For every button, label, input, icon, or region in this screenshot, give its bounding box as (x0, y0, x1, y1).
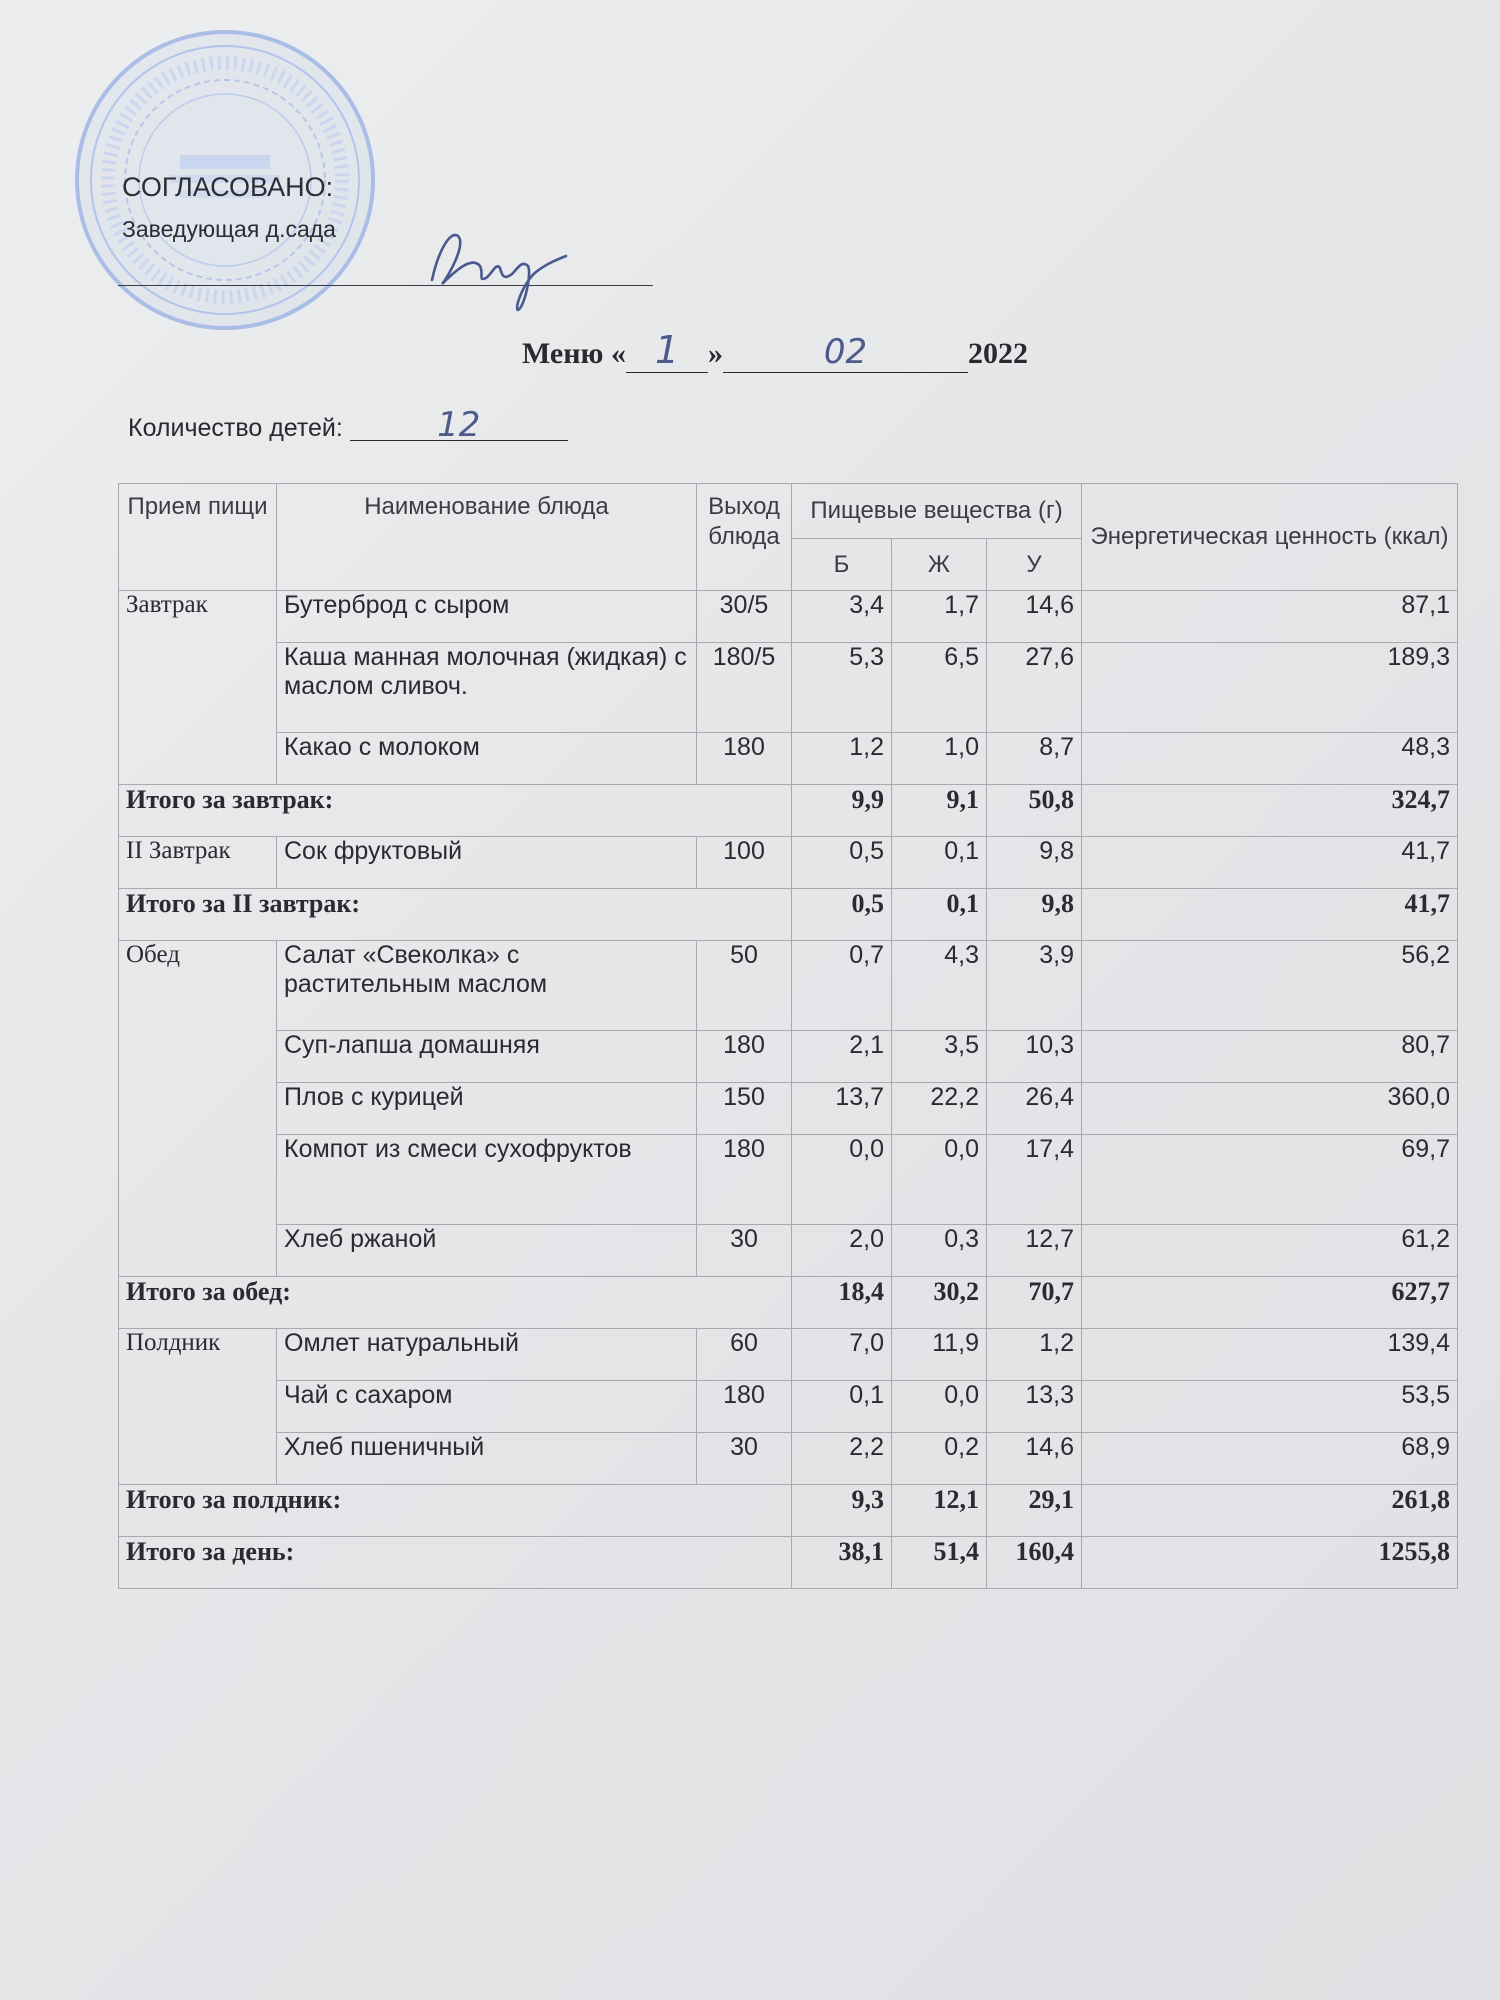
table-row (119, 591, 1458, 643)
dish-fat: 0,0 (892, 1381, 987, 1433)
menu-table (118, 483, 1458, 1589)
total-carbs: 70,7 (987, 1277, 1082, 1329)
dish-name: Плов с курицей (277, 1083, 697, 1135)
table-row (119, 1135, 1458, 1225)
dish-name: Хлеб пшеничный (277, 1433, 697, 1485)
dish-output: 180 (697, 733, 792, 785)
dish-name: Омлет натуральный (277, 1329, 697, 1381)
total-kcal: 1255,8 (1082, 1537, 1458, 1589)
header-row (119, 484, 1458, 539)
dish-fat: 3,5 (892, 1031, 987, 1083)
meal-breakfast: Завтрак (119, 591, 277, 785)
dish-protein: 3,4 (792, 591, 892, 643)
total-row-second-breakfast (119, 889, 1458, 941)
dish-protein: 0,0 (792, 1135, 892, 1225)
total-label: Итого за обед: (119, 1277, 792, 1329)
total-carbs: 160,4 (987, 1537, 1082, 1589)
dish-kcal: 61,2 (1082, 1225, 1458, 1277)
total-kcal: 324,7 (1082, 785, 1458, 837)
menu-title-prefix: Меню « (522, 337, 626, 370)
dish-fat: 0,3 (892, 1225, 987, 1277)
total-kcal: 41,7 (1082, 889, 1458, 941)
total-fat: 30,2 (892, 1277, 987, 1329)
dish-protein: 0,7 (792, 941, 892, 1031)
dish-kcal: 87,1 (1082, 591, 1458, 643)
dish-carbs: 26,4 (987, 1083, 1082, 1135)
dish-fat: 22,2 (892, 1083, 987, 1135)
meal-snack: Полдник (119, 1329, 277, 1485)
dish-carbs: 14,6 (987, 1433, 1082, 1485)
children-count-line (128, 405, 568, 445)
header-output: Выход блюда (697, 484, 792, 591)
table-row (119, 1225, 1458, 1277)
dish-fat: 6,5 (892, 643, 987, 733)
table-row (119, 643, 1458, 733)
dish-kcal: 69,7 (1082, 1135, 1458, 1225)
dish-carbs: 8,7 (987, 733, 1082, 785)
handwritten-signature (420, 222, 570, 312)
menu-title-mid: » (707, 337, 723, 370)
total-label: Итого за день: (119, 1537, 792, 1589)
total-fat: 9,1 (892, 785, 987, 837)
dish-output: 180 (697, 1135, 792, 1225)
approval-heading: СОГЛАСОВАНО: (122, 172, 334, 202)
dish-kcal: 41,7 (1082, 837, 1458, 889)
dish-kcal: 68,9 (1082, 1433, 1458, 1485)
total-fat: 0,1 (892, 889, 987, 941)
total-carbs: 50,8 (987, 785, 1082, 837)
dish-kcal: 56,2 (1082, 941, 1458, 1031)
dish-protein: 0,1 (792, 1381, 892, 1433)
dish-protein: 7,0 (792, 1329, 892, 1381)
dish-kcal: 80,7 (1082, 1031, 1458, 1083)
table-row (119, 1329, 1458, 1381)
total-protein: 0,5 (792, 889, 892, 941)
dish-name: Суп-лапша домашняя (277, 1031, 697, 1083)
dish-fat: 0,1 (892, 837, 987, 889)
dish-output: 30 (697, 1225, 792, 1277)
header-dish: Наименование блюда (277, 484, 697, 591)
header-energy: Энергетическая ценность (ккал) (1082, 484, 1458, 591)
header-carbs: У (987, 539, 1082, 591)
meal-lunch: Обед (119, 941, 277, 1277)
total-label: Итого за завтрак: (119, 785, 792, 837)
dish-name: Чай с сахаром (277, 1381, 697, 1433)
dish-protein: 5,3 (792, 643, 892, 733)
dish-protein: 13,7 (792, 1083, 892, 1135)
dish-output: 30 (697, 1433, 792, 1485)
signature-line (118, 285, 653, 286)
total-row-snack (119, 1485, 1458, 1537)
total-label: Итого за полдник: (119, 1485, 792, 1537)
total-row-day (119, 1537, 1458, 1589)
dish-carbs: 13,3 (987, 1381, 1082, 1433)
head-role-label: Заведующая д.сада (122, 216, 336, 242)
total-row-lunch (119, 1277, 1458, 1329)
dish-fat: 11,9 (892, 1329, 987, 1381)
total-fat: 51,4 (892, 1537, 987, 1589)
total-carbs: 9,8 (987, 889, 1082, 941)
dish-output: 100 (697, 837, 792, 889)
total-kcal: 627,7 (1082, 1277, 1458, 1329)
total-row-breakfast (119, 785, 1458, 837)
dish-name: Хлеб ржаной (277, 1225, 697, 1277)
menu-year: 2022 (967, 337, 1028, 370)
total-protein: 38,1 (792, 1537, 892, 1589)
table-row (119, 941, 1458, 1031)
table-row (119, 1433, 1458, 1485)
dish-fat: 4,3 (892, 941, 987, 1031)
dish-fat: 0,0 (892, 1135, 987, 1225)
dish-name: Бутерброд с сыром (277, 591, 697, 643)
total-carbs: 29,1 (987, 1485, 1082, 1537)
children-count-value: 12 (350, 410, 568, 441)
dish-carbs: 1,2 (987, 1329, 1082, 1381)
dish-carbs: 17,4 (987, 1135, 1082, 1225)
menu-day: 1 (626, 328, 708, 373)
total-fat: 12,1 (892, 1485, 987, 1537)
menu-title (522, 328, 1028, 373)
dish-name: Какао с молоком (277, 733, 697, 785)
children-count-label: Количество детей: (128, 414, 343, 442)
table-row (119, 1031, 1458, 1083)
dish-kcal: 189,3 (1082, 643, 1458, 733)
dish-name: Салат «Свеколка» с растительным маслом (277, 941, 697, 1031)
total-protein: 9,3 (792, 1485, 892, 1537)
dish-carbs: 27,6 (987, 643, 1082, 733)
table-row (119, 1083, 1458, 1135)
dish-protein: 2,0 (792, 1225, 892, 1277)
dish-carbs: 14,6 (987, 591, 1082, 643)
header-meal: Прием пищи (119, 484, 277, 591)
dish-fat: 1,0 (892, 733, 987, 785)
header-fat: Ж (892, 539, 987, 591)
menu-month: 02 (723, 332, 968, 373)
total-label: Итого за II завтрак: (119, 889, 792, 941)
dish-kcal: 139,4 (1082, 1329, 1458, 1381)
dish-fat: 0,2 (892, 1433, 987, 1485)
dish-carbs: 12,7 (987, 1225, 1082, 1277)
dish-kcal: 48,3 (1082, 733, 1458, 785)
meal-second-breakfast: II Завтрак (119, 837, 277, 889)
dish-carbs: 9,8 (987, 837, 1082, 889)
dish-output: 60 (697, 1329, 792, 1381)
dish-kcal: 53,5 (1082, 1381, 1458, 1433)
dish-carbs: 10,3 (987, 1031, 1082, 1083)
dish-carbs: 3,9 (987, 941, 1082, 1031)
dish-output: 50 (697, 941, 792, 1031)
dish-protein: 0,5 (792, 837, 892, 889)
dish-fat: 1,7 (892, 591, 987, 643)
total-kcal: 261,8 (1082, 1485, 1458, 1537)
dish-output: 180 (697, 1381, 792, 1433)
dish-name: Сок фруктовый (277, 837, 697, 889)
header-nutrients: Пищевые вещества (г) (792, 484, 1082, 539)
dish-output: 30/5 (697, 591, 792, 643)
total-protein: 18,4 (792, 1277, 892, 1329)
table-row (119, 837, 1458, 889)
dish-kcal: 360,0 (1082, 1083, 1458, 1135)
total-protein: 9,9 (792, 785, 892, 837)
dish-name: Компот из смеси сухофруктов (277, 1135, 697, 1225)
table-row (119, 1381, 1458, 1433)
dish-name: Каша манная молочная (жидкая) с маслом сливоч. (277, 643, 697, 733)
header-protein: Б (792, 539, 892, 591)
dish-output: 150 (697, 1083, 792, 1135)
dish-output: 180/5 (697, 643, 792, 733)
dish-protein: 1,2 (792, 733, 892, 785)
dish-protein: 2,1 (792, 1031, 892, 1083)
dish-output: 180 (697, 1031, 792, 1083)
table-row (119, 733, 1458, 785)
dish-protein: 2,2 (792, 1433, 892, 1485)
